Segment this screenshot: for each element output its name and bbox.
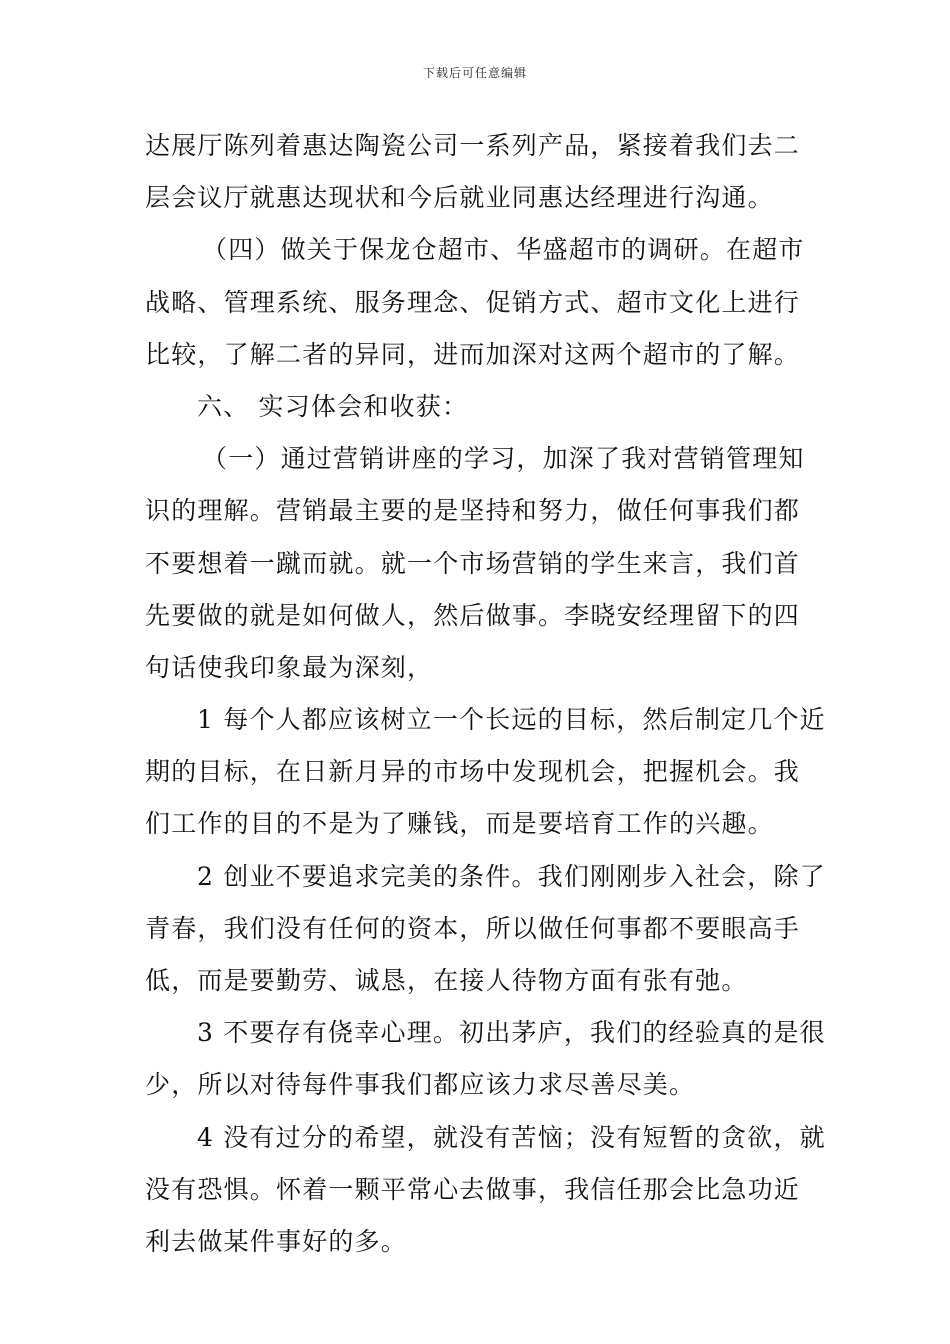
text-line: 没有恐惧。怀着一颗平常心去做事，我信任那会比急功近 bbox=[145, 1174, 801, 1204]
document-body bbox=[145, 126, 826, 1274]
section-heading: 六、 实习体会和收获： bbox=[197, 391, 469, 421]
list-item-start: 4 没有过分的希望，就没有苦恼；没有短暂的贪欲，就 bbox=[197, 1122, 826, 1152]
page-header: 下载后可任意编辑 bbox=[422, 66, 527, 80]
text-line: 利去做某件事好的多。 bbox=[145, 1226, 408, 1256]
text-line: 不要想着一蹴而就。就一个市场营销的学生来言，我们首 bbox=[145, 548, 801, 578]
text-line: 识的理解。营销最主要的是坚持和努力，做任何事我们都 bbox=[145, 496, 801, 526]
text-line: 句话使我印象最为深刻， bbox=[145, 652, 434, 682]
paragraph-start: （一）通过营销讲座的学习，加深了我对营销管理知 bbox=[202, 444, 805, 474]
text-line: 层会议厅就惠达现状和今后就业同惠达经理进行沟通。 bbox=[145, 183, 774, 213]
list-item-start: 1 每个人都应该树立一个长远的目标，然后制定几个近 bbox=[197, 705, 826, 735]
text-line: 期的目标，在日新月异的市场中发现机会，把握机会。我 bbox=[145, 757, 801, 787]
paragraph-start: （四）做关于保龙仓超市、华盛超市的调研。在超市 bbox=[202, 235, 805, 265]
text-line: 达展厅陈列着惠达陶瓷公司一系列产品，紧接着我们去二 bbox=[145, 131, 801, 160]
list-item-start: 3 不要存有侥幸心理。初出茅庐，我们的经验真的是很 bbox=[197, 1018, 826, 1048]
text-line: 青春，我们没有任何的资本，所以做任何事都不要眼高手 bbox=[145, 913, 801, 943]
text-line: 战略、管理系统、服务理念、促销方式、超市文化上进行 bbox=[145, 287, 801, 317]
text-line: 先要做的就是如何做人，然后做事。李晓安经理留下的四 bbox=[145, 600, 801, 630]
text-line: 低，而是要勤劳、诚恳，在接人待物方面有张有弛。 bbox=[145, 966, 748, 995]
text-line: 少，所以对待每件事我们都应该力求尽善尽美。 bbox=[145, 1070, 696, 1100]
text-line: 们工作的目的不是为了赚钱，而是要培育工作的兴趣。 bbox=[145, 809, 774, 839]
text-line: 比较，了解二者的异同，进而加深对这两个超市的了解。 bbox=[145, 339, 801, 369]
list-item-start: 2 创业不要追求完美的条件。我们刚刚步入社会，除了 bbox=[197, 861, 826, 891]
